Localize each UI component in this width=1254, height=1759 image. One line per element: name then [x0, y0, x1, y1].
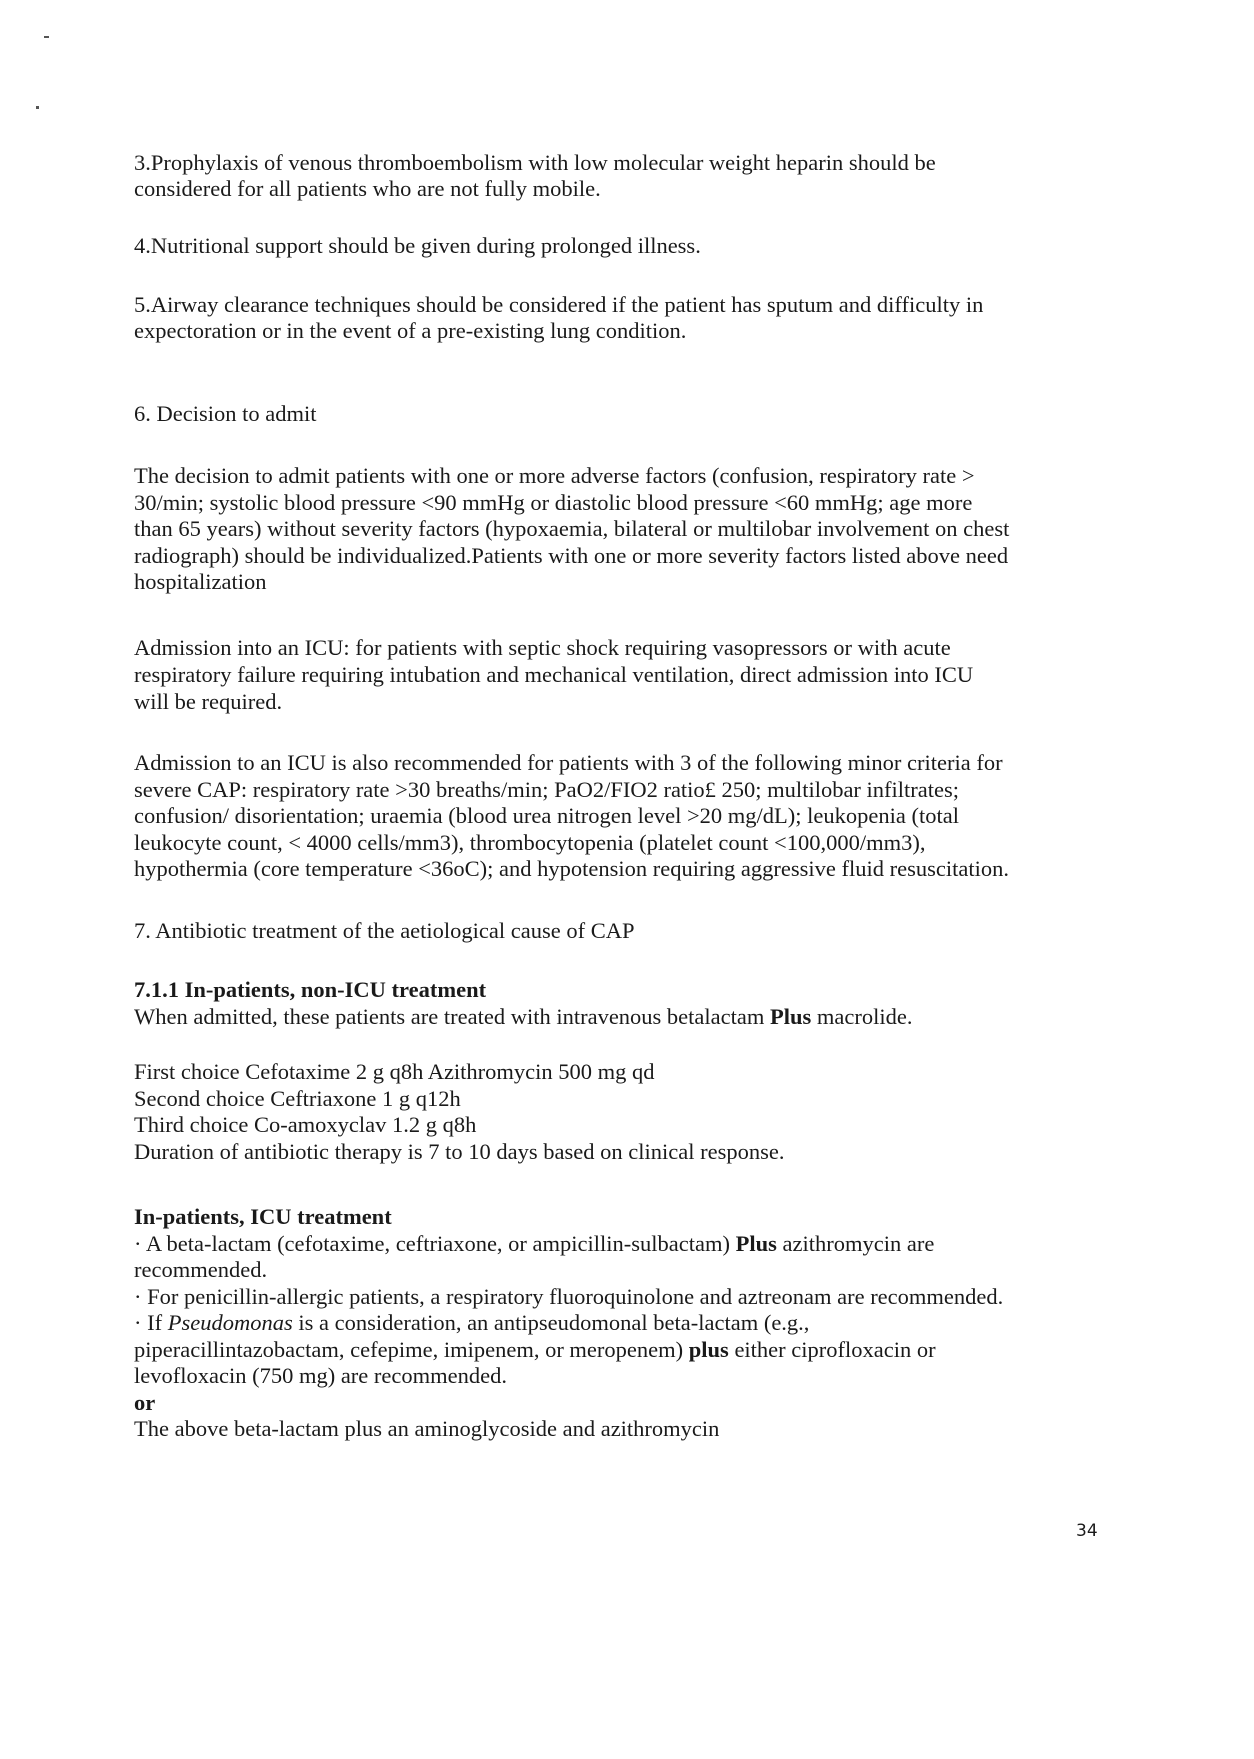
- text-line: radiograph) should be individualized.Patients with one or more severity factors listed above need: [134, 542, 1009, 568]
- text-line: Admission to an ICU is also recommended for patients with 3 of the following minor criteria for: [134, 750, 1003, 775]
- subsection-heading: In-patients, ICU treatment: [134, 1204, 392, 1229]
- subsection-icu-treatment: [134, 1204, 1134, 1443]
- text-line: 3.Prophylaxis of venous thromboembolism with low molecular weight heparin should be: [134, 150, 936, 175]
- text-run: piperacillintazobactam, cefepime, imipenem, or meropenem): [134, 1336, 689, 1362]
- bullet-item: [134, 1231, 1134, 1258]
- text-line: hypothermia (core temperature <36oC); and hypotension requiring aggressive fluid resuscitation.: [134, 856, 1009, 881]
- text-line: leukocyte count, < 4000 cells/mm3), thrombocytopenia (platelet count <100,000/mm3),: [134, 829, 926, 855]
- paragraph-icu-admission: [134, 634, 1134, 715]
- paragraph-prophylaxis: [134, 150, 1134, 202]
- text-line: 5.Airway clearance techniques should be considered if the patient has sputum and difficulty in: [134, 292, 984, 317]
- text-line: considered for all patients who are not fully mobile.: [134, 176, 601, 201]
- list-item: First choice Cefotaxime 2 g q8h Azithromycin 500 mg qd: [134, 1059, 655, 1084]
- paragraph-nutrition: [134, 233, 1134, 259]
- text-line: 4.Nutritional support should be given during prolonged illness.: [134, 233, 701, 258]
- list-item: Duration of antibiotic therapy is 7 to 10 days based on clinical response.: [134, 1138, 785, 1164]
- page-number: 34: [1076, 1521, 1098, 1541]
- text-line: levofloxacin (750 mg) are recommended.: [134, 1363, 507, 1388]
- text-line: [134, 1337, 1134, 1364]
- bold-run: Plus: [770, 1004, 812, 1029]
- scan-speck: [44, 36, 49, 38]
- text-line: than 65 years) without severity factors (hypoxaemia, bilateral or multilobar involvement on chest: [134, 516, 1010, 541]
- italic-run: Pseudomonas: [167, 1310, 293, 1335]
- text-run: When admitted, these patients are treated with intravenous betalactam: [134, 1004, 770, 1029]
- text-line: respiratory failure requiring intubation and mechanical ventilation, direct admission into ICU: [134, 662, 974, 687]
- text-line: [134, 1003, 1134, 1030]
- paragraph-airway: [134, 292, 1134, 344]
- subsection-non-icu-treatment: [134, 976, 1134, 1030]
- list-item: Third choice Co-amoxyclav 1.2 g q8h: [134, 1112, 477, 1137]
- antibiotic-choices-list: [134, 1059, 1134, 1165]
- bullet-item: · For penicillin-allergic patients, a respiratory fluoroquinolone and aztreonam are recommended.: [134, 1283, 1004, 1309]
- heading-text: 6. Decision to admit: [134, 401, 317, 426]
- text-line: hospitalization: [134, 569, 267, 594]
- section-heading-decision-to-admit: [134, 401, 1134, 427]
- scan-speck: [36, 106, 39, 109]
- text-line: The decision to admit patients with one or more adverse factors (confusion, respiratory rate >: [134, 463, 975, 488]
- paragraph-icu-minor-criteria: [134, 750, 1134, 883]
- text-run: macrolide.: [811, 1004, 913, 1029]
- text-run: · If: [134, 1310, 168, 1335]
- text-line: confusion/ disorientation; uraemia (blood urea nitrogen level >20 mg/dL); leukopenia (total: [134, 803, 959, 828]
- text-line: expectoration or in the event of a pre-existing lung condition.: [134, 318, 687, 343]
- text-line: Admission into an ICU: for patients with septic shock requiring vasopressors or with acute: [134, 635, 951, 660]
- bold-run: plus: [688, 1336, 729, 1362]
- text-line: severe CAP: respiratory rate >30 breaths/min; PaO2/FIO2 ratio£ 250; multilobar infiltrates;: [134, 776, 960, 802]
- text-line: will be required.: [134, 689, 283, 714]
- bold-run: Plus: [735, 1230, 777, 1256]
- bullet-item: [134, 1310, 1134, 1337]
- text-run: is a consideration, an antipseudomonal beta-lactam (e.g.,: [292, 1310, 810, 1335]
- or-label: or: [134, 1389, 156, 1415]
- subsection-heading: 7.1.1 In-patients, non-ICU treatment: [134, 977, 487, 1002]
- text-line: recommended.: [134, 1257, 268, 1282]
- section-heading-antibiotic-treatment: [134, 918, 1134, 944]
- paragraph-decision-to-admit: [134, 463, 1134, 596]
- text-run: either ciprofloxacin or: [728, 1336, 936, 1362]
- text-run: azithromycin are: [776, 1230, 935, 1256]
- text-run: · A beta-lactam (cefotaxime, ceftriaxone, or ampicillin-sulbactam): [134, 1230, 736, 1256]
- list-item: Second choice Ceftriaxone 1 g q12h: [134, 1085, 461, 1111]
- heading-text: 7. Antibiotic treatment of the aetiological cause of CAP: [134, 918, 635, 943]
- text-line: The above beta-lactam plus an aminoglycoside and azithromycin: [134, 1416, 720, 1441]
- text-line: 30/min; systolic blood pressure <90 mmHg or diastolic blood pressure <60 mmHg; age more: [134, 489, 973, 515]
